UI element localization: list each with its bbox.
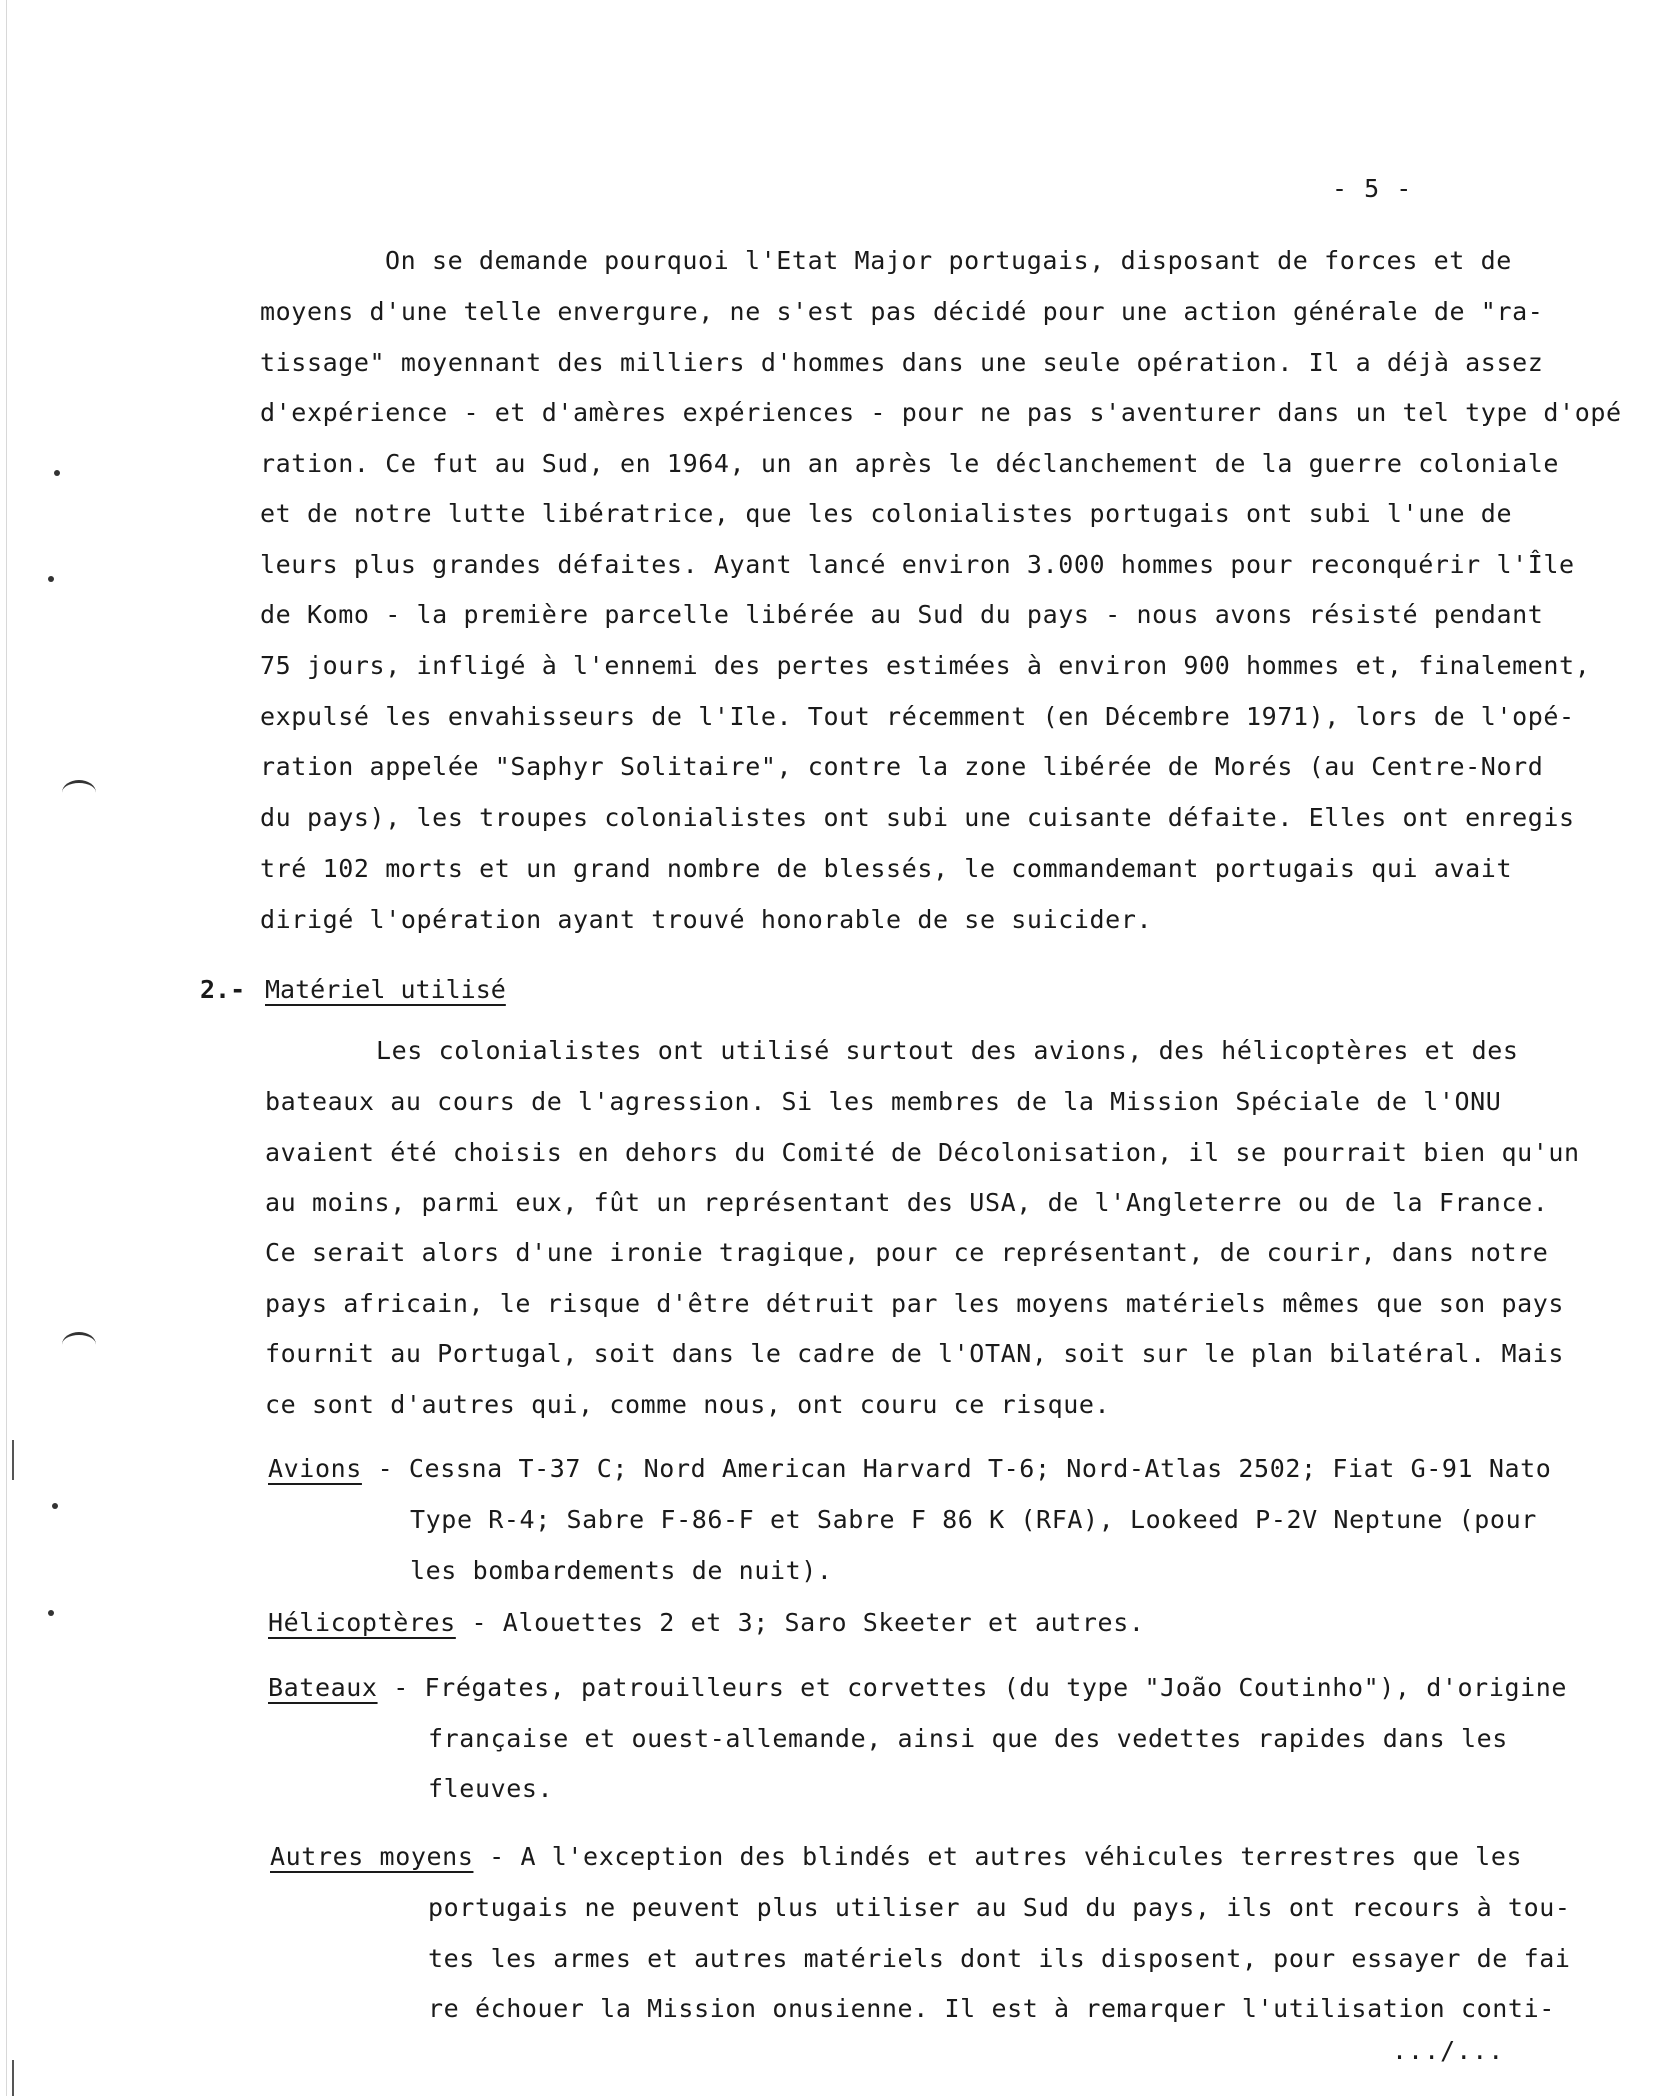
item-text: A l'exception des blindés et autres véhicules terrestres que les (520, 1842, 1523, 1871)
text-line: re échouer la Mission onusienne. Il est à remarquer l'utilisation conti- (428, 1994, 1555, 2023)
scan-dot (52, 1503, 58, 1509)
text-line: au moins, parmi eux, fût un représentant des USA, de l'Angleterre ou de la France. (265, 1188, 1549, 1217)
text-line: fleuves. (428, 1774, 554, 1803)
item-first-line (268, 1671, 1567, 1705)
scan-dot (48, 576, 54, 582)
item-first-line (268, 1606, 1145, 1640)
text-line: les bombardements de nuit). (410, 1556, 833, 1585)
text-line: et de notre lutte libératrice, que les colonialistes portugais ont subi l'une de (260, 499, 1513, 528)
text-line: moyens d'une telle envergure, ne s'est pas décidé pour une action générale de "ra- (260, 297, 1544, 326)
section-number: 2.- (200, 975, 246, 1004)
text-line: ration. Ce fut au Sud, en 1964, un an après le déclanchement de la guerre coloniale (260, 449, 1560, 478)
text-line: du pays), les troupes colonialistes ont subi une cuisante défaite. Elles ont enregis (260, 803, 1575, 832)
text-line: ration appelée "Saphyr Solitaire", contre la zone libérée de Morés (au Centre-Nord (260, 752, 1544, 781)
item-label: Autres moyens (270, 1842, 474, 1871)
text-line: tes les armes et autres matériels dont ils disposent, pour essayer de fai (428, 1944, 1571, 1973)
section-title: Matériel utilisé (265, 975, 506, 1004)
item-separator: - (473, 1842, 521, 1871)
text-line: expulsé les envahisseurs de l'Ile. Tout récemment (en Décembre 1971), lors de l'opé- (260, 702, 1575, 731)
text-line: tré 102 morts et un grand nombre de blessés, le commandemant portugais qui avait (260, 854, 1513, 883)
text-line: avaient été choisis en dehors du Comité de Décolonisation, il se pourrait bien qu'un (265, 1138, 1580, 1167)
item-text: Frégates, patrouilleurs et corvettes (du type "João Coutinho"), d'origine (424, 1673, 1568, 1702)
text-line: Les colonialistes ont utilisé surtout des avions, des hélicoptères et des (376, 1036, 1519, 1065)
text-line: leurs plus grandes défaites. Ayant lancé environ 3.000 hommes pour reconquérir l'Île (260, 550, 1575, 579)
item-first-line (268, 1452, 1551, 1486)
item-text: Alouettes 2 et 3; Saro Skeeter et autres. (502, 1608, 1145, 1637)
margin-stroke (12, 2060, 14, 2096)
item-separator: - (377, 1673, 425, 1702)
item-label: Hélicoptères (268, 1608, 456, 1637)
text-line: On se demande pourquoi l'Etat Major portugais, disposant de forces et de (385, 246, 1512, 275)
text-line: dirigé l'opération ayant trouvé honorable de se suicider. (260, 905, 1153, 934)
text-line: de Komo - la première parcelle libérée au Sud du pays - nous avons résisté pendant (260, 600, 1544, 629)
text-line: ce sont d'autres qui, comme nous, ont couru ce risque. (265, 1390, 1111, 1419)
item-label: Avions (268, 1454, 362, 1483)
text-line: d'expérience - et d'amères expériences - pour ne pas s'aventurer dans un tel type d'opé (260, 398, 1622, 427)
item-first-line (270, 1840, 1522, 1874)
item-label: Bateaux (268, 1673, 378, 1702)
item-separator: - (455, 1608, 503, 1637)
text-line: fournit au Portugal, soit dans le cadre de l'OTAN, soit sur le plan bilatéral. Mais (265, 1339, 1565, 1368)
left-margin-line (6, 0, 7, 2096)
punch-hole-mark (62, 780, 96, 805)
text-line: française et ouest-allemande, ainsi que des vedettes rapides dans les (428, 1724, 1508, 1753)
scan-dot (54, 470, 60, 476)
item-text: Cessna T-37 C; Nord American Harvard T-6; Nord-Atlas 2502; Fiat G-91 Nato (408, 1454, 1552, 1483)
text-line: 75 jours, infligé à l'ennemi des pertes estimées à environ 900 hommes et, finalement, (260, 651, 1591, 680)
margin-stroke (12, 1440, 14, 1480)
item-separator: - (361, 1454, 409, 1483)
page-number: - 5 - (1332, 174, 1413, 203)
text-line: portugais ne peuvent plus utiliser au Sud du pays, ils ont recours à tou- (428, 1893, 1571, 1922)
punch-hole-mark (62, 1332, 96, 1357)
text-line: pays africain, le risque d'être détruit par les moyens matériels mêmes que son pays (265, 1289, 1565, 1318)
text-line: Type R-4; Sabre F-86-F et Sabre F 86 K (RFA), Lookeed P-2V Neptune (pour (410, 1505, 1537, 1534)
text-line: Ce serait alors d'une ironie tragique, pour ce représentant, de courir, dans notre (265, 1238, 1549, 1267)
text-line: tissage" moyennant des milliers d'hommes dans une seule opération. Il a déjà assez (260, 348, 1544, 377)
scan-dot (48, 1610, 54, 1616)
continuation-marker: .../... (1392, 2036, 1505, 2065)
text-line: bateaux au cours de l'agression. Si les membres de la Mission Spéciale de l'ONU (265, 1087, 1502, 1116)
